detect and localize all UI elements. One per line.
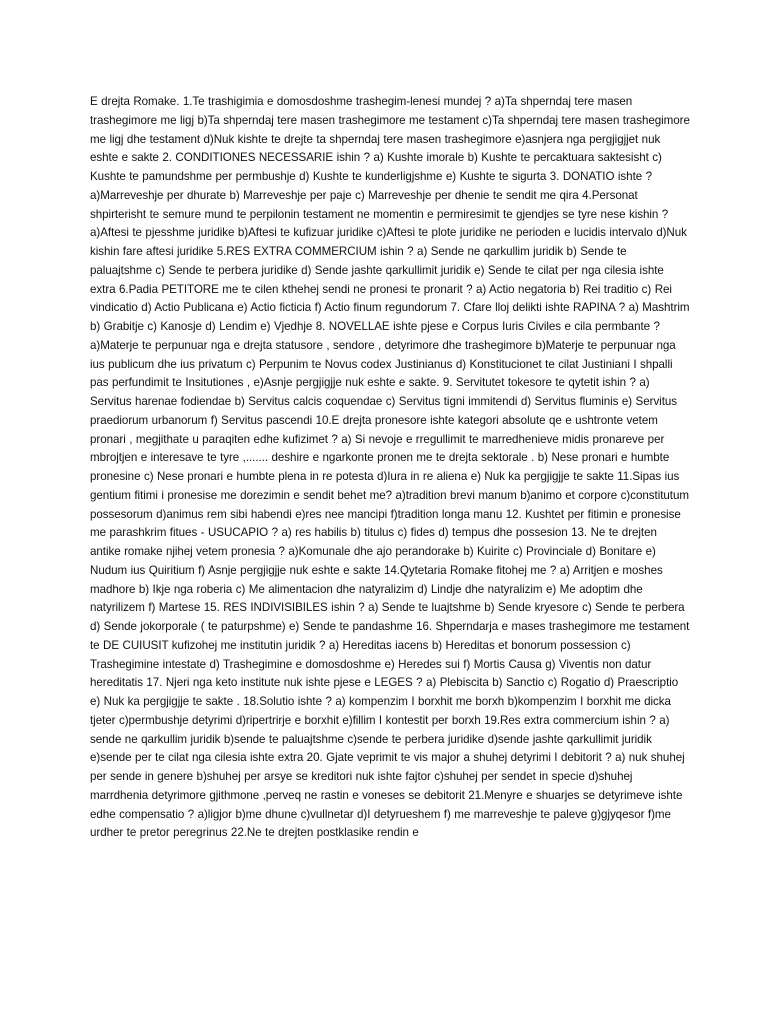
document-body-text: E drejta Romake. 1.Te trashigimia e domosdoshme trashegim-lenesi mundej ? a)Ta shperndaj tere masen trashegimore me ligj b)Ta shperndaj tere masen trashegimore me testament c)Ta shperndaj tere masen trashegimore me ligj dhe testament d)Nuk kishte te drejte ta shperndaj tere masen trashegimore e)asnjera nga pergjigjjet nuk eshte e sakte 2. CONDITIONES NECESSARIE ishin ? a) Kushte imorale b) Kushte te percaktuara saktesisht c) Kushte te pamundshme per permbushje d) Kushte te kunderligjshme e) Kushte te sigurta 3. DONATIO ishte ? a)Marreveshje per dhurate b) Marreveshje per paje c) Marreveshje per dhenie te sendit me qira 4.Personat shpirterisht te semure mund te perpilonin testament ne momentin e permiresimit te gjendjes se tyre nese kishin ? a)Aftesi te pjesshme juridike b)Aftesi te kufizuar juridike c)Aftesi te plote juridike ne perioden e lucidis intervalo d)Nuk kishin fare aftesi juridike 5.RES EXTRA COMMERCIUM ishin ? a) Sende ne qarkullim juridik b) Sende te paluajtshme c) Sende te perbera juridike d) Sende jashte qarkullimit juridik e) Sende te cilat per nga cilesia ishte extra 6.Padia PETITORE me te cilen kthehej sendi ne pronesi te pronarit ? a) Actio negatoria b) Rei traditio c) Rei vindicatio d) Actio Publicana e) Actio ficticia f) Actio finum regundorum 7. Cfare lloj delikti ishte RAPINA ? a) Mashtrim b) Grabitje c) Kanosje d) Lendim e) Vjedhje 8. NOVELLAE ishte pjese e Corpus Iuris Civiles e cila permbante ? a)Materje te perpunuar nga e drejta statusore , sendore , detyrimore dhe trashegimore b)Materje te perpunuar nga ius publicum dhe ius privatum c) Perpunim te Novus codex Justinianus d) Konstitucionet te cilat Justiniani I shpalli pas perfundimit te Insitutiones , e)Asnje pergjigjje nuk eshte e sakte. 9. Servitutet tokesore te qytetit ishin ? a) Servitus harenae fodiendae b) Servitus calcis coquendae c) Servitus tigni immitendi d) Servitus fluminis e) Servitus praediorum urbanorum f) Servitus pascendi 10.E drejta pronesore ishte kategori absolute qe e ushtronte vetem pronari , megjithate u paraqiten edhe kufizimet ? a) Si nevoje e rregullimit te marredhenieve midis pronareve per mbrojtjen e interesave te tyre ,....... deshire e ngarkonte pronen me te drejta sektorale . b) Nese pronari e humbte pronesine c) Nese pronari e humbte plena in re potesta d)Iura in re aliena e) Nuk ka pergjigjje te sakte 11.Sipas ius gentium fitimi i pronesise me dorezimin e sendit behet me? a)tradition brevi manum b)animo et corpore c)constitutum possesorum d)animus rem sibi habendi e)res nee mancipi f)tradition longa manu 12. Kushtet per fitimin e pronesise me parashkrim fitues - USUCAPIO ? a) res habilis b) titulus c) fides d) tempus dhe possesion 13. Ne te drejten antike romake njihej vetem pronesia ? a)Komunale dhe ajo perandorake b) Kuirite c) Provinciale d) Bonitare e) Nudum ius Quiritium f) Asnje pergjigjje nuk eshte e sakte 14.Qytetaria Romake fitohej me ? a) Arritjen e moshes madhore b) Ikje nga roberia c) Me alimentacion dhe natyralizim d) Lindje dhe natyralizim e) Me adoptim dhe natyrilizem f) Martese 15. RES INDIVISIBILES ishin ? a) Sende te luajtshme b) Sende kryesore c) Sende te perbera d) Sende jokorporale ( te paturpshme) e) Sende te pandashme 16. Shperndarja e mases trashegimore me testament te DE CUIUSIT kufizohej me institutin juridik ? a) Hereditas iacens b) Hereditas et bonorum possession c) Trashegimine intestate d) Trashegimine e domosdoshme e) Heredes sui f) Mortis Causa g) Viventis non datur hereditatis 17. Njeri nga keto institute nuk ishte pjese e LEGES ? a) Plebiscita b) Sanctio c) Rogatio d) Praescriptio e) Nuk ka pergjigjje te sakte . 18.Solutio ishte ? a) kompenzim I borxhit me borxh b)kompenzim I borxhit me dicka tjeter c)permbushje detyrimi d)ripertrirje e borxhit e)fillim I kontestit per borxh 19.Res extra commercium ishin ? a) sende ne qarkullim juridik b)sende te paluajtshme c)sende te perbera juridike d)sende jashte qarkullimit juridik e)sende per te cilat nga cilesia ishte extra 20. Gjate veprimit te vis major a shuhej detyrimi I debitorit ? a) nuk shuhej per sende in genere b)shuhej per arsye se kreditori nuk ishte fajtor c)shuhej per sendet in specie d)shuhej marrdhenia detyrimore gjithmone ,perveq ne rastin e voneses se debitorit 21.Menyre e shuarjes se detyrimeve ishte edhe compensatio ? a)ligjor b)me dhune c)vullnetar d)I detyrueshem f) me marreveshje te paleve g)gjyqesor f)me urdher te pretor peregrinus 22.Ne te drejten postklasike rendin e [90,95,690,840]
